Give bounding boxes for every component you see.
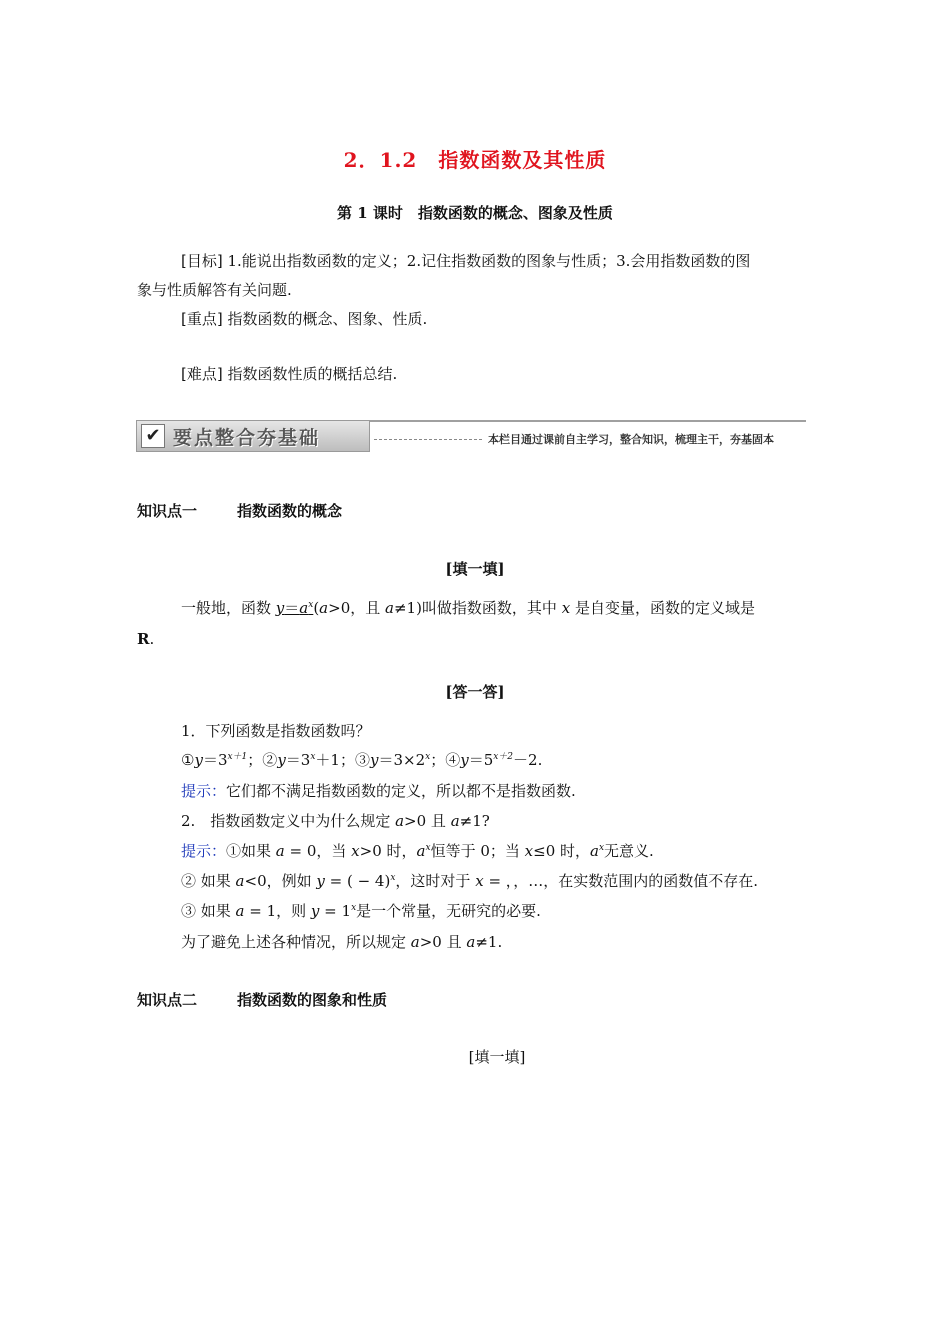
exp-x: x — [308, 600, 314, 610]
hint-label: 提示： — [181, 842, 227, 860]
question-text: ≠1? — [459, 812, 490, 830]
answer-text: 为了避免上述各种情况，所以规定 — [181, 933, 411, 951]
banner-top-rule — [368, 420, 806, 422]
question-2 — [137, 807, 815, 836]
section2-fill-label: [填一填] — [468, 1048, 526, 1066]
exponent: x＋2 — [493, 752, 514, 762]
difficulty-paragraph — [137, 360, 815, 389]
var-y: y — [277, 751, 286, 769]
formula-text: ＝3 — [285, 751, 311, 769]
page-title: 2．1.2 指数函数及其性质 — [343, 148, 607, 172]
exponent: x — [425, 843, 431, 853]
answer-text: = 0，当 — [284, 842, 352, 860]
definition-text: ≠1)叫做指数函数，其中 — [393, 599, 562, 617]
section1-heading — [137, 500, 342, 521]
goal-text-2: 象与性质解答有关问题. — [137, 281, 292, 299]
answer-text: = ( − 4) — [324, 872, 391, 890]
key-paragraph — [137, 305, 815, 334]
var-a: a — [410, 933, 420, 951]
answer-text: 是一个常量，无研究的必要. — [356, 902, 541, 920]
var-a: a — [590, 842, 599, 860]
answer-text: ≠1. — [475, 933, 503, 951]
answer-text: = ，，…，在实数范围内的函数值不存在. — [483, 872, 759, 890]
formula-text: ＝3 — [202, 751, 228, 769]
banner-box — [136, 420, 370, 452]
section1-answer-label: [答一答] — [445, 683, 505, 701]
banner-dashed-rule — [374, 439, 482, 440]
var-a: a — [395, 812, 405, 830]
exponent: x＋1 — [227, 752, 248, 762]
exponent: x — [425, 752, 431, 762]
var-a: a — [275, 842, 285, 860]
var-a: a — [450, 812, 460, 830]
section-banner — [136, 420, 806, 452]
answer-text: >0 时， — [359, 842, 417, 860]
key-text: 指数函数的概念、图象、性质. — [222, 310, 428, 328]
key-label: [重点] — [181, 310, 223, 328]
formula-text: ＝5 — [468, 751, 494, 769]
formula-text: ；④ — [430, 751, 461, 769]
goal-label: [目标] — [181, 252, 223, 270]
var-a: a — [385, 599, 394, 617]
answer-text: ≤0 时， — [533, 842, 591, 860]
exponent: x — [310, 752, 316, 762]
question-1: 1．下列函数是指数函数吗？ — [181, 722, 371, 740]
difficulty-label: [难点] — [181, 365, 223, 383]
definition-text: 一般地，函数 — [181, 599, 276, 617]
var-y: y — [310, 902, 320, 920]
definition-text: . — [149, 630, 155, 648]
definition-paragraph-cont — [137, 625, 815, 654]
answer-2-line-3 — [137, 897, 815, 926]
var-y: y — [194, 751, 203, 769]
answer-text: ，这时对于 — [395, 872, 476, 890]
answer-text: ③ 如果 — [181, 902, 236, 920]
var-y: y — [369, 751, 379, 769]
definition-text: >0，且 — [328, 599, 386, 617]
answer-text: <0，例如 — [244, 872, 317, 890]
goal-text-1: 1.能说出指数函数的定义；2.记住指数函数的图象与性质；3.会用指数函数的图 — [222, 252, 751, 270]
lesson-subtitle: 第 1 课时 指数函数的概念、图象及性质 — [337, 204, 613, 222]
answer-text: ② 如果 — [181, 872, 236, 890]
section1-name: 指数函数的概念 — [237, 502, 343, 520]
answer-text: 恒等于 0；当 — [430, 842, 525, 860]
var-a: a — [466, 933, 476, 951]
definition-text: 是自变量，函数的定义域是 — [570, 599, 755, 617]
question-text: 2. 指数函数定义中为什么规定 — [181, 812, 396, 830]
list-marker: ；② — [247, 751, 278, 769]
var-a: a — [299, 599, 309, 617]
answer-text: 无意义. — [604, 842, 654, 860]
list-marker: ① — [181, 751, 195, 769]
answer-1-text: 它们都不满足指数函数的定义，所以都不是指数函数. — [226, 782, 576, 800]
equals-sign: ＝ — [284, 599, 300, 617]
definition-paragraph — [137, 594, 815, 623]
section1-number: 知识点一 — [137, 502, 198, 520]
answer-text: = 1，则 — [244, 902, 311, 920]
exponent: x — [598, 843, 605, 853]
definition-text: ( — [313, 599, 320, 617]
real-set-symbol: R — [137, 630, 150, 648]
answer-text: = 1 — [319, 902, 352, 920]
var-y: y — [316, 872, 325, 890]
answer-text: ①如果 — [226, 842, 276, 860]
goal-paragraph — [137, 247, 815, 276]
exponent: x — [390, 873, 396, 883]
answer-2-line-1 — [137, 837, 815, 866]
var-y: y — [460, 751, 469, 769]
banner-note: 本栏目通过课前自主学习，整合知识，梳理主干，夯基固本 — [488, 433, 774, 446]
section2-heading — [137, 989, 387, 1010]
answer-text: >0 且 — [419, 933, 467, 951]
var-a: a — [235, 872, 245, 890]
question-1-list — [137, 746, 815, 775]
section1-fill-label: [填一填] — [445, 560, 505, 578]
formula-text: －2. — [513, 751, 543, 769]
difficulty-text: 指数函数性质的概括总结. — [222, 365, 398, 383]
section2-number: 知识点二 — [137, 991, 198, 1009]
banner-title: 要点整合夯基础 — [173, 427, 321, 449]
var-a: a — [319, 599, 329, 617]
section2-name: 指数函数的图象和性质 — [237, 991, 388, 1009]
answer-2-line-4 — [137, 928, 815, 957]
var-a: a — [235, 902, 245, 920]
formula-text: ＝3×2 — [378, 751, 426, 769]
formula-text: ＋1；③ — [315, 751, 370, 769]
goal-paragraph-cont — [137, 276, 815, 305]
var-x: x — [524, 842, 534, 860]
question-text: >0 且 — [404, 812, 451, 830]
var-x: x — [475, 872, 484, 890]
definition-formula — [276, 599, 314, 617]
var-a: a — [416, 842, 426, 860]
var-x: x — [351, 842, 360, 860]
hint-label: 提示： — [181, 782, 227, 800]
answer-1 — [137, 777, 815, 806]
checkmark-icon: ✔ — [141, 424, 165, 448]
var-x: x — [561, 599, 571, 617]
exponent: x — [351, 903, 357, 913]
answer-2-line-2 — [137, 867, 815, 896]
var-y: y — [275, 599, 285, 617]
